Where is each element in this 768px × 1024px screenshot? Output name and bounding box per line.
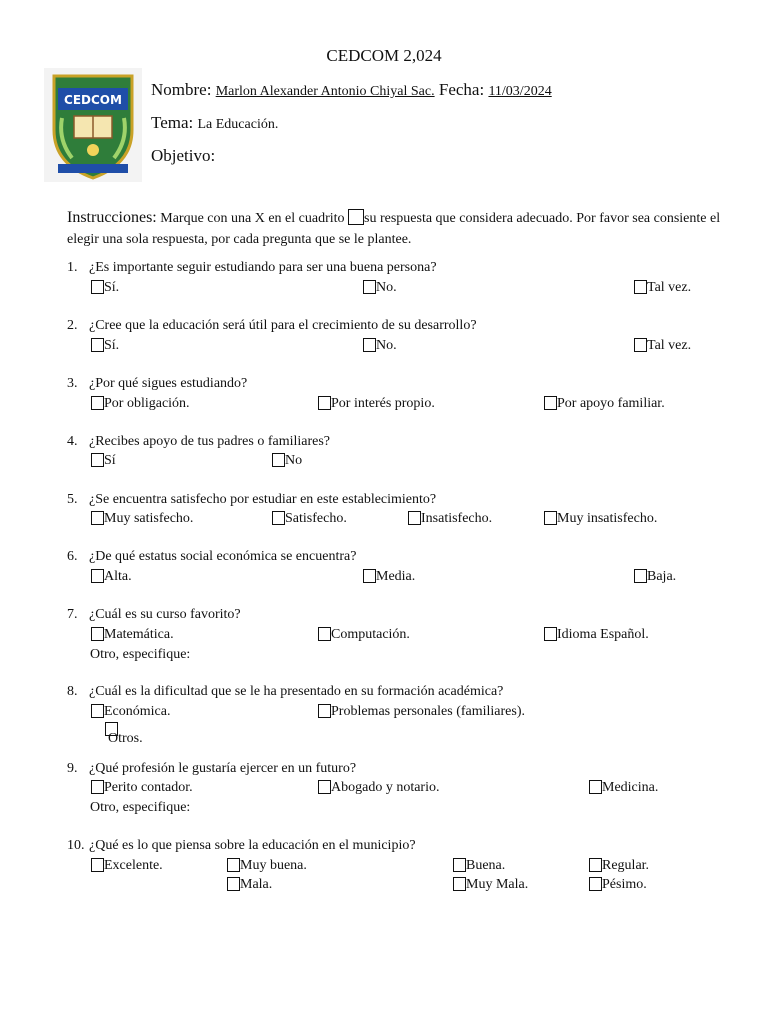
name-row: [151, 80, 552, 100]
option-label: Idioma Español.: [557, 627, 649, 642]
checkbox-icon[interactable]: [453, 858, 466, 872]
option-label: Baja.: [647, 569, 677, 584]
topic-row: [151, 113, 278, 133]
option-label: Abogado y notario.: [331, 780, 440, 795]
option-checkbox[interactable]: [91, 337, 119, 355]
checkbox-icon[interactable]: [363, 280, 376, 294]
name-value: Marlon Alexander Antonio Chiyal Sac.: [215, 84, 435, 99]
option-label: Por apoyo familiar.: [557, 396, 665, 411]
question-9: [67, 761, 356, 777]
question-number: 7.: [67, 607, 78, 622]
checkbox-icon[interactable]: [91, 396, 104, 410]
date-label: Fecha:: [438, 80, 485, 99]
option-checkbox[interactable]: [91, 568, 132, 586]
option-checkbox[interactable]: [272, 510, 347, 528]
checkbox-icon[interactable]: [589, 877, 602, 891]
checkbox-icon[interactable]: [91, 280, 104, 294]
question-number: 10.: [67, 838, 85, 853]
checkbox-icon[interactable]: [634, 280, 647, 294]
option-checkbox[interactable]: [453, 857, 505, 875]
checkbox-icon[interactable]: [589, 780, 602, 794]
option-label: No.: [376, 338, 397, 353]
question-text: ¿Cree que la educación será útil para el crecimiento de su desarrollo?: [89, 318, 477, 333]
question-number: 9.: [67, 761, 78, 776]
option-checkbox[interactable]: [589, 857, 649, 875]
option-label: Muy Mala.: [466, 877, 529, 892]
option-checkbox[interactable]: [363, 568, 415, 586]
other-specify-label: Otro, especifique:: [90, 647, 191, 662]
option-label: Problemas personales (familiares).: [331, 704, 525, 719]
option-checkbox[interactable]: [363, 337, 397, 355]
option-label: Sí.: [104, 338, 120, 353]
option-label: Matemática.: [104, 627, 174, 642]
checkbox-icon[interactable]: [91, 338, 104, 352]
option-checkbox[interactable]: [91, 452, 116, 470]
question-4: [67, 434, 330, 450]
option-label: Por obligación.: [104, 396, 190, 411]
option-checkbox[interactable]: [408, 510, 492, 528]
option-label: Pésimo.: [602, 877, 647, 892]
checkbox-icon[interactable]: [318, 627, 331, 641]
question-text: ¿Se encuentra satisfecho por estudiar en este establecimiento?: [89, 492, 437, 507]
option-checkbox[interactable]: [91, 395, 190, 413]
question-text: ¿Cuál es su curso favorito?: [89, 607, 241, 622]
checkbox-icon[interactable]: [453, 877, 466, 891]
date-value: 11/03/2024: [488, 84, 552, 99]
option-checkbox[interactable]: [227, 876, 272, 894]
question-number: 5.: [67, 492, 78, 507]
checkbox-icon[interactable]: [544, 511, 557, 525]
instructions-label: Instrucciones:: [67, 209, 157, 226]
option-label: Económica.: [104, 704, 171, 719]
checkbox-icon[interactable]: [318, 780, 331, 794]
question-text: ¿Recibes apoyo de tus padres o familiares?: [89, 434, 331, 449]
question-text: ¿Por qué sigues estudiando?: [89, 376, 248, 391]
question-10: [67, 838, 416, 854]
option-checkbox[interactable]: [272, 452, 302, 470]
option-label: Tal vez.: [647, 280, 692, 295]
name-label: Nombre:: [151, 80, 212, 99]
checkbox-icon[interactable]: [91, 704, 104, 718]
option-label: Alta.: [104, 569, 132, 584]
checkbox-icon[interactable]: [363, 338, 376, 352]
checkbox-icon[interactable]: [91, 780, 104, 794]
option-label: Buena.: [466, 858, 506, 873]
option-label: Perito contador.: [104, 780, 193, 795]
option-checkbox[interactable]: [544, 395, 665, 413]
option-label: No.: [376, 280, 397, 295]
checkbox-icon[interactable]: [272, 453, 285, 467]
question-number: 3.: [67, 376, 78, 391]
option-checkbox[interactable]: [91, 279, 119, 297]
instructions-text-after: su respuesta que considera adecuado. Por favor sea consiente el elegir una sola respuesta, por cada pregunta que se le plantee.: [67, 211, 721, 247]
option-label: Media.: [376, 569, 416, 584]
checkbox-icon[interactable]: [272, 511, 285, 525]
option-checkbox[interactable]: [91, 857, 163, 875]
option-checkbox[interactable]: [589, 779, 658, 797]
question-8: [67, 684, 503, 700]
other-specify-label: Otro, especifique:: [90, 800, 191, 815]
option-checkbox[interactable]: [318, 395, 435, 413]
checkbox-icon[interactable]: [91, 511, 104, 525]
option-label: Por interés propio.: [331, 396, 435, 411]
instructions: [67, 207, 727, 250]
checkbox-icon[interactable]: [318, 704, 331, 718]
checkbox-icon[interactable]: [544, 627, 557, 641]
option-label: No: [285, 453, 303, 468]
option-label: Muy buena.: [240, 858, 307, 873]
checkbox-icon[interactable]: [544, 396, 557, 410]
question-6: [67, 549, 356, 565]
option-checkbox[interactable]: [544, 510, 657, 528]
checkbox-icon[interactable]: [91, 453, 104, 467]
option-checkbox[interactable]: [227, 857, 307, 875]
checkbox-icon[interactable]: [227, 858, 240, 872]
option-label: Tal vez.: [647, 338, 692, 353]
option-checkbox[interactable]: [589, 876, 647, 894]
question-text: ¿De qué estatus social económica se encuentra?: [89, 549, 357, 564]
option-label: Regular.: [602, 858, 650, 873]
option-checkbox[interactable]: [91, 703, 170, 721]
question-3: [67, 376, 247, 392]
option-label: Mala.: [240, 877, 273, 892]
option-label: Sí.: [104, 280, 120, 295]
question-7: [67, 607, 241, 623]
example-checkbox: [348, 209, 364, 225]
checkbox-icon[interactable]: [91, 569, 104, 583]
option-label: Excelente.: [104, 858, 163, 873]
option-label: Sí: [104, 453, 116, 468]
question-number: 6.: [67, 549, 78, 564]
page-title: CEDCOM 2,024: [326, 46, 442, 65]
option-checkbox[interactable]: [91, 779, 193, 797]
option-checkbox[interactable]: [91, 626, 174, 644]
checkbox-icon[interactable]: [408, 511, 421, 525]
option-checkbox[interactable]: [318, 626, 410, 644]
option-checkbox[interactable]: [453, 876, 528, 894]
option-label: Muy insatisfecho.: [557, 511, 658, 526]
option-label: Computación.: [331, 627, 410, 642]
option-checkbox[interactable]: [634, 337, 691, 355]
checkbox-icon[interactable]: [634, 569, 647, 583]
question-1: [67, 260, 437, 276]
instructions-text-before: Marque con una X en el cuadrito: [160, 211, 345, 226]
checkbox-icon[interactable]: [363, 569, 376, 583]
topic-label: Tema:: [151, 113, 194, 132]
question-text: ¿Es importante seguir estudiando para ser una buena persona?: [89, 260, 437, 275]
option-checkbox[interactable]: [105, 722, 143, 746]
option-checkbox[interactable]: [544, 626, 649, 644]
question-number: 8.: [67, 684, 78, 699]
option-checkbox[interactable]: [363, 279, 397, 297]
option-label: Otros.: [108, 731, 143, 746]
question-number: 2.: [67, 318, 78, 333]
question-text: ¿Qué es lo que piensa sobre la educación en el municipio?: [89, 838, 416, 853]
topic-value: La Educación.: [197, 117, 279, 132]
option-label: Muy satisfecho.: [104, 511, 194, 526]
logo-text: CEDCOM: [64, 93, 122, 107]
option-checkbox[interactable]: [634, 568, 676, 586]
question-number: 4.: [67, 434, 78, 449]
question-text: ¿Qué profesión le gustaría ejercer en un futuro?: [89, 761, 357, 776]
question-5: [67, 492, 436, 508]
checkbox-icon[interactable]: [589, 858, 602, 872]
option-checkbox[interactable]: [91, 510, 193, 528]
option-label: Satisfecho.: [285, 511, 347, 526]
checkbox-icon[interactable]: [91, 627, 104, 641]
question-2: [67, 318, 477, 334]
checkbox-icon[interactable]: [91, 858, 104, 872]
question-text: ¿Cuál es la dificultad que se le ha presentado en su formación académica?: [89, 684, 504, 699]
option-label: Medicina.: [602, 780, 659, 795]
option-label: Insatisfecho.: [421, 511, 493, 526]
question-number: 1.: [67, 260, 78, 275]
objective-label: Objetivo:: [151, 146, 216, 165]
checkbox-icon[interactable]: [318, 396, 331, 410]
school-crest-logo: [44, 68, 142, 182]
option-checkbox[interactable]: [318, 703, 525, 721]
checkbox-icon[interactable]: [227, 877, 240, 891]
option-checkbox[interactable]: [318, 779, 439, 797]
checkbox-icon[interactable]: [634, 338, 647, 352]
option-checkbox[interactable]: [634, 279, 691, 297]
